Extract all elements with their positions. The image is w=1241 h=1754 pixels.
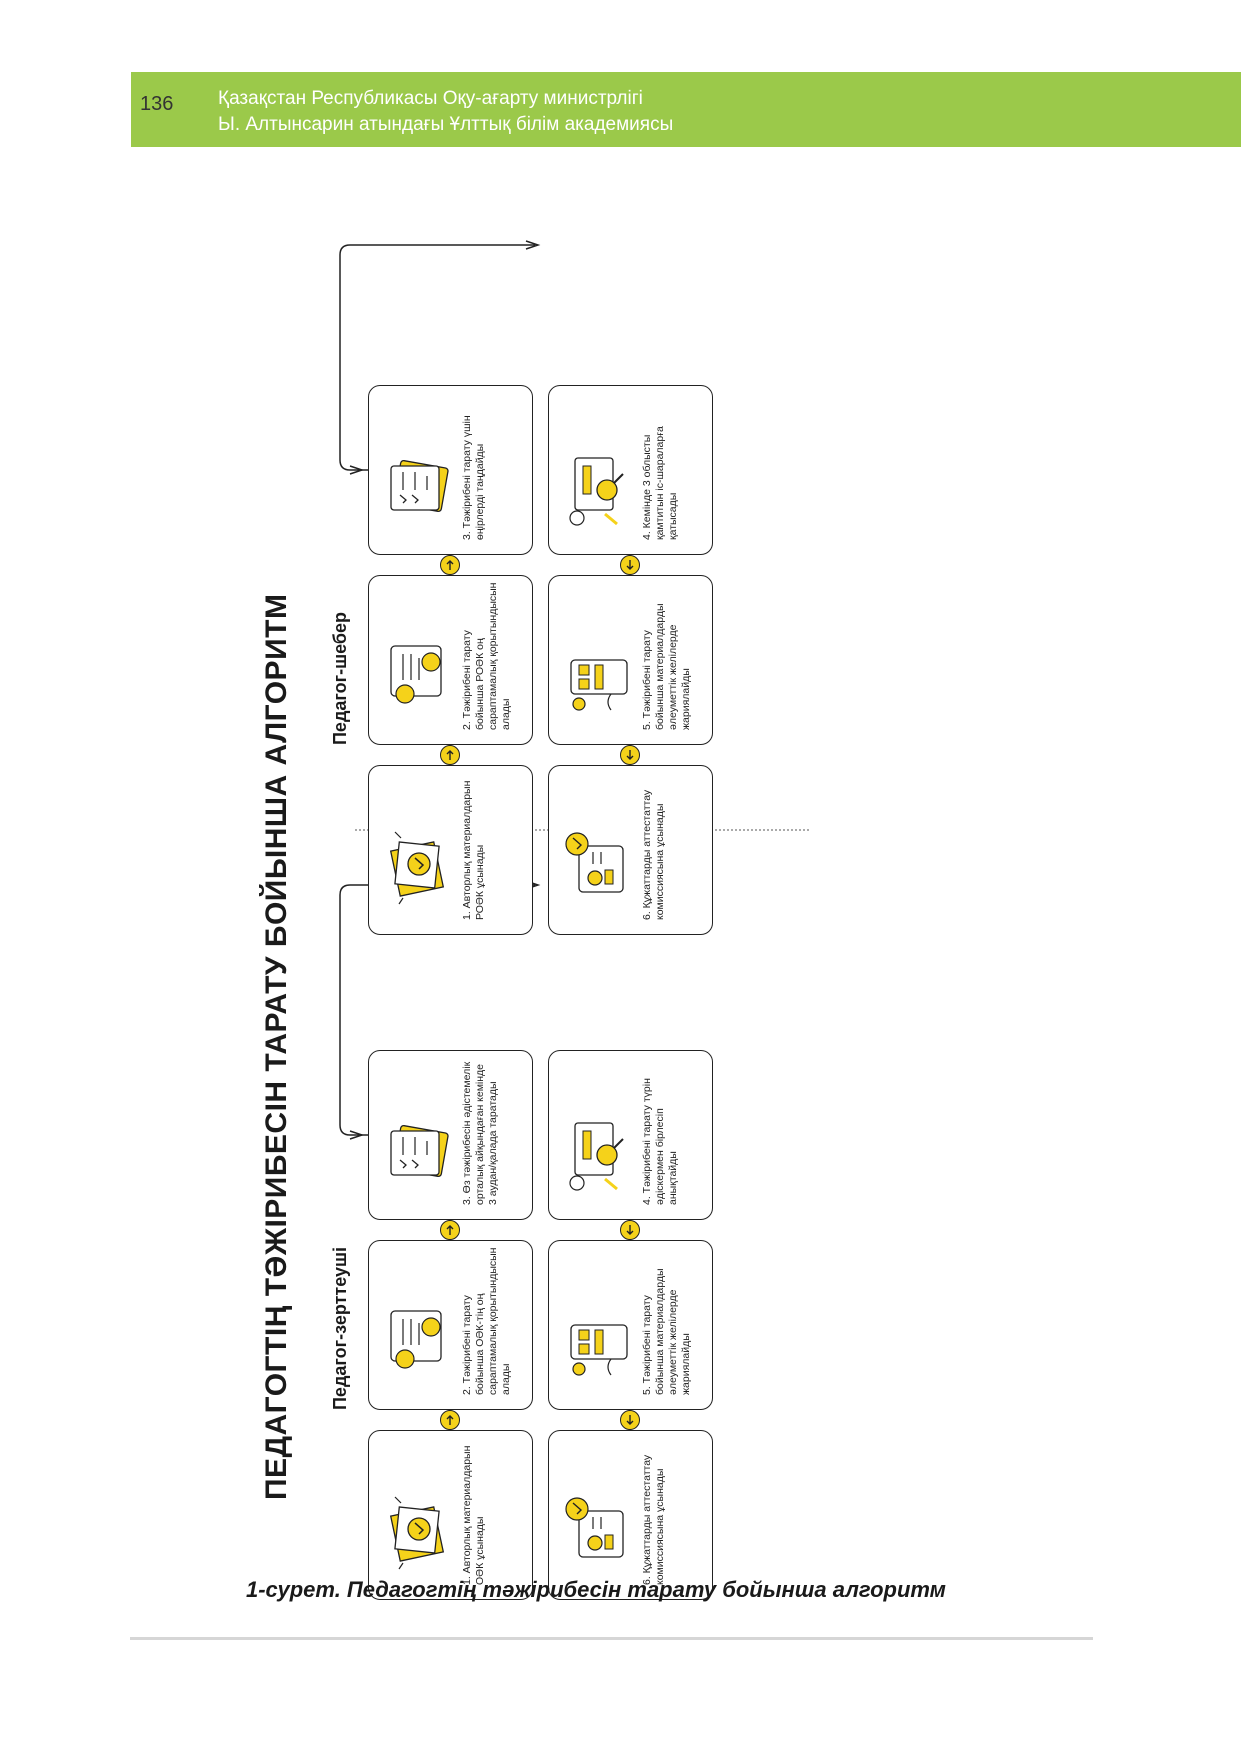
master-step-3-text: 3. Тәжірибені тарату үшін өңірлерді таңдайды bbox=[461, 415, 486, 540]
clipboard-list-icon bbox=[381, 1104, 453, 1199]
master-step-3-card bbox=[368, 385, 533, 555]
phone-social-icon bbox=[561, 629, 633, 724]
master-step-4-card bbox=[548, 385, 713, 555]
researcher-step-3-text: 3. Өз тәжірибесін әдістемелік орталық айқындаған кемінде 3 аудан/қалада таратады bbox=[461, 1061, 499, 1205]
researcher-step-4-text: 4. Тәжірибені тарату түрін әдіскермен бірлесіп анықтайды bbox=[641, 1078, 679, 1205]
arrow-left-icon bbox=[620, 1220, 640, 1240]
researcher-step-2-text: 2. Тәжірибені тарату бойынша ОӘК-тің оң сараптамалық қорытындысын алады bbox=[461, 1247, 512, 1395]
document-review-icon bbox=[381, 629, 453, 724]
arrow-left-icon bbox=[620, 555, 640, 575]
master-step-2-text: 2. Тәжірибені тарату бойынша РОӘК оң сараптамалық қорытындысын алады bbox=[461, 582, 512, 730]
arrow-left-icon bbox=[620, 745, 640, 765]
master-step-5-text: 5. Тәжірибені тарату бойынша материалдарды әлеуметтік желілерде жариялайды bbox=[641, 603, 692, 730]
researcher-step-5-text: 5. Тәжірибені тарату бойынша материалдарды әлеуметтік желілерде жариялайды bbox=[641, 1268, 692, 1395]
master-step-5-card bbox=[548, 575, 713, 745]
master-step-6-text: 6. Құжаттарды аттестаттау комиссиясына ұсынады bbox=[641, 789, 666, 920]
researcher-step-4-card bbox=[548, 1050, 713, 1220]
master-step-1-text: 1. Авторлық материалдарын РОӘК ұсынады bbox=[461, 780, 486, 920]
section-label-researcher: Педагог-зерттеуші bbox=[330, 1246, 350, 1410]
page-number-box bbox=[0, 72, 131, 147]
section-label-master: Педагог-шебер bbox=[330, 611, 350, 745]
profile-approved-icon bbox=[561, 819, 633, 914]
researcher-step-1-card bbox=[368, 1430, 533, 1600]
documents-check-icon bbox=[381, 819, 453, 914]
researcher-step-3-card bbox=[368, 1050, 533, 1220]
arrow-right-icon bbox=[440, 1410, 460, 1430]
arrow-right-icon bbox=[440, 1220, 460, 1240]
researcher-step-2-card bbox=[368, 1240, 533, 1410]
diagram-title: ПЕДАГОГТІҢ ТӘЖІРИБЕСІН ТАРАТУ БОЙЫНША АЛГОРИТМ bbox=[260, 593, 293, 1500]
monitor-analysis-icon bbox=[561, 1104, 633, 1199]
master-step-6-card bbox=[548, 765, 713, 935]
figure-caption: 1-сурет. Педагогтің тәжірибесін тарату бойынша алгоритм bbox=[246, 1577, 946, 1602]
algorithm-diagram bbox=[150, 200, 850, 1600]
researcher-step-1-text: 1. Авторлық материалдарын ОӘК ұсынады bbox=[461, 1445, 486, 1585]
profile-approved-icon bbox=[561, 1484, 633, 1579]
page-number: 136 bbox=[140, 93, 174, 115]
clipboard-list-icon bbox=[381, 439, 453, 534]
document-review-icon bbox=[381, 1294, 453, 1389]
header-line-1: Қазақстан Республикасы Оқу-ағарту министрлігі bbox=[218, 88, 643, 109]
documents-check-icon bbox=[381, 1484, 453, 1579]
monitor-analysis-icon bbox=[561, 439, 633, 534]
researcher-step-6-card bbox=[548, 1430, 713, 1600]
arrow-right-icon bbox=[440, 555, 460, 575]
header-line-2: Ы. Алтынсарин атындағы Ұлттық білім академиясы bbox=[218, 114, 674, 135]
header-text bbox=[218, 86, 673, 138]
arrow-left-icon bbox=[620, 1410, 640, 1430]
researcher-step-6-text: 6. Құжаттарды аттестаттау комиссиясына ұсынады bbox=[641, 1454, 666, 1585]
master-step-4-text: 4. Кемінде 3 облысты қамтитын іс-шараларға қатысады bbox=[641, 426, 679, 540]
phone-social-icon bbox=[561, 1294, 633, 1389]
bottom-rule bbox=[130, 1637, 1093, 1640]
master-step-2-card bbox=[368, 575, 533, 745]
arrow-right-icon bbox=[440, 745, 460, 765]
researcher-step-5-card bbox=[548, 1240, 713, 1410]
master-step-1-card bbox=[368, 765, 533, 935]
